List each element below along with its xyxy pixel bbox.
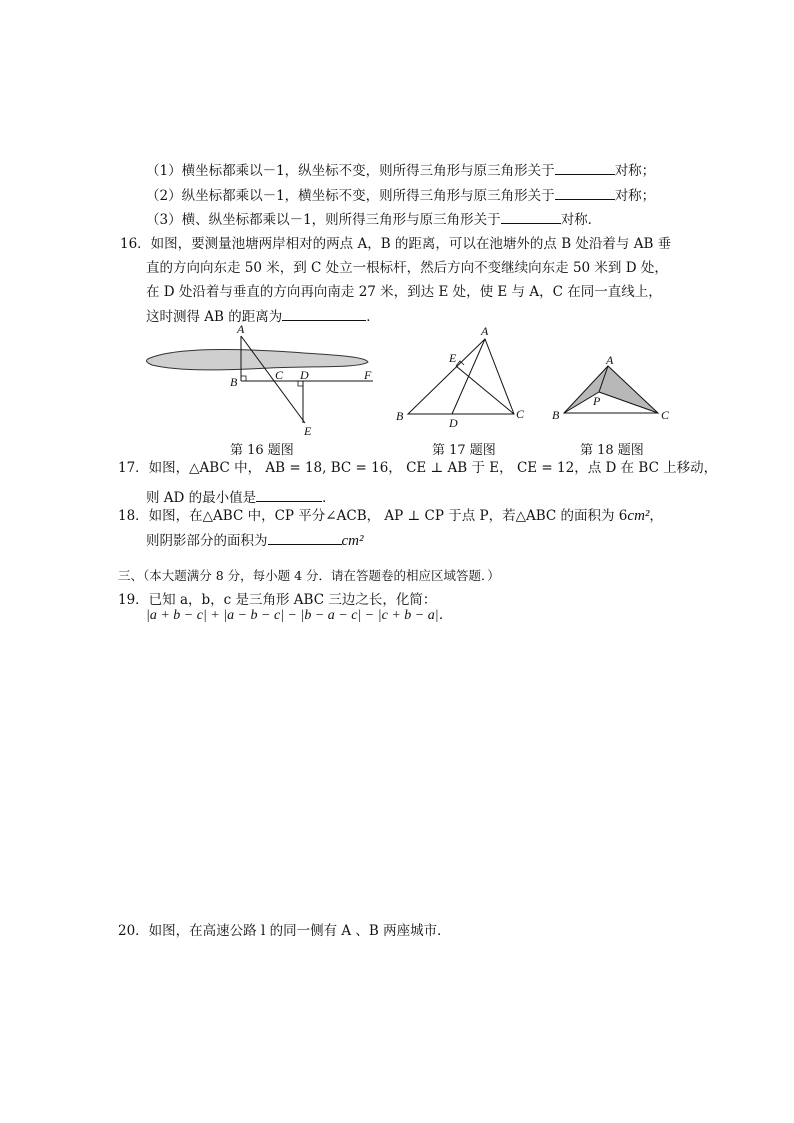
q18-line-1-end: ， xyxy=(649,508,663,524)
q16-line-1: 16．如图，要测量池塘两岸相对的两点 A，B 的距离，可以在池塘外的点 B 处沿着与 AB 垂 xyxy=(120,236,672,252)
q15-item-2-text: （2）纵坐标都乘以－1，横坐标不变，则所得三角形与原三角形关于 xyxy=(146,188,555,204)
q15-item-3-end: 对称． xyxy=(560,212,602,228)
q18-line-1 xyxy=(118,506,663,526)
q16-line-2: 直的方向向东走 50 米，到 C 处立一根标杆，然后方向不变继续向东走 50 米到 D 处， xyxy=(146,260,668,276)
label-C: C xyxy=(661,408,670,422)
label-D: D xyxy=(449,416,458,430)
q15-item-2-end: 对称； xyxy=(614,188,656,204)
caption-fig16: 第 16 题图 xyxy=(230,443,294,458)
q16-line-4-text: 这时测得 AB 的距离为 xyxy=(146,309,283,325)
caption-fig17: 第 17 题图 xyxy=(432,443,496,458)
q18-line-1-text: 18．如图，在△ABC 中，CP 平分∠ACB， AP ⊥ CP 于点 P，若△ABC 的面积为 6 xyxy=(118,508,628,524)
label-P: P xyxy=(593,394,601,408)
answer-blank[interactable] xyxy=(268,530,342,545)
label-B: B xyxy=(552,408,560,422)
q17-line-2 xyxy=(146,487,336,508)
label-B: B xyxy=(396,409,404,423)
q15-item-1-text: （1）横坐标都乘以－1，纵坐标不变，则所得三角形与原三角形关于 xyxy=(146,163,555,179)
label-E: E xyxy=(449,351,457,365)
q18-line-2 xyxy=(146,530,364,551)
q15-item-3-text: （3）横、纵坐标都乘以－1，则所得三角形与原三角形关于 xyxy=(146,212,501,228)
q19-line-1: 19．已知 a，b，c 是三角形 ABC 三边之长，化简： xyxy=(118,592,437,608)
label-A: A xyxy=(481,324,489,338)
unit-cm2: cm² xyxy=(627,508,650,524)
q16-line-4-end: ． xyxy=(366,309,380,325)
section-3-heading: 三、（本大题满分 8 分，每小题 4 分．请在答题卷的相应区域答题．） xyxy=(118,568,500,583)
label-C: C xyxy=(516,407,525,421)
q17-line-2-end: ． xyxy=(322,490,336,506)
q19-expression: |a + b − c| + |a − b − c| − |b − a − c| − |c + b − a|． xyxy=(146,608,453,623)
q15-item-1-end: 对称； xyxy=(614,163,656,179)
label-A: A xyxy=(237,322,245,336)
q20-line: 20．如图，在高速公路 l 的同一侧有 A 、B 两座城市． xyxy=(118,923,451,939)
answer-blank[interactable] xyxy=(256,487,322,502)
caption-fig18: 第 18 题图 xyxy=(580,443,644,458)
unit-cm2: cm² xyxy=(341,533,364,549)
label-B: B xyxy=(230,375,238,389)
q16-line-3: 在 D 处沿着与垂直的方向再向南走 27 米，到达 E 处，使 E 与 A，C 在同一直线上， xyxy=(146,284,662,300)
label-D: D xyxy=(300,368,309,382)
q17-line-1: 17．如图，△ABC 中， AB = 18, BC = 16， CE ⊥ AB 于 E， CE = 12，点 D 在 BC 上移动， xyxy=(118,460,718,476)
shaded-region-2 xyxy=(599,366,658,413)
label-F: F xyxy=(364,368,372,382)
q18-line-2-text: 则阴影部分的面积为 xyxy=(146,533,268,549)
label-C: C xyxy=(275,368,284,382)
label-E: E xyxy=(304,424,312,438)
label-A: A xyxy=(606,353,614,367)
q17-line-2-text: 则 AD 的最小值是 xyxy=(146,490,257,506)
